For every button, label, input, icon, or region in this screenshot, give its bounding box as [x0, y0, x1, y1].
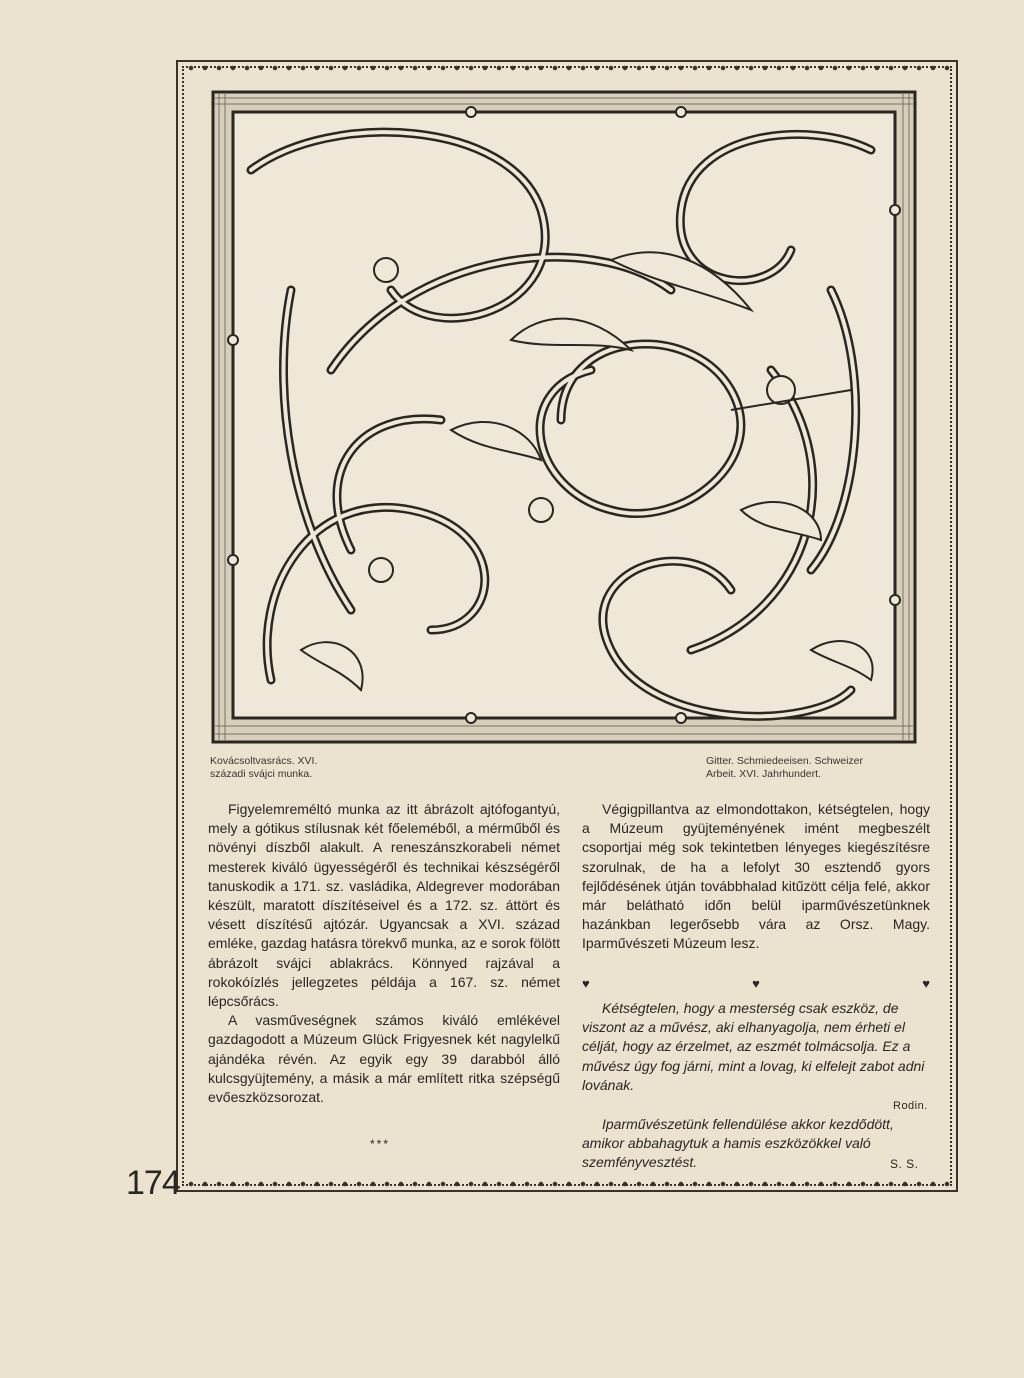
caption-left-line2: századi svájci munka. [210, 768, 313, 780]
left-paragraph-1: Figyelemreméltó munka az itt ábrázolt ajtófogantyú, mely a gótikus stílusnak két főeleméből, a mérműből és növényi díszből alakult. A reneszánszkorabeli német mesterek kiváló ügyességéről és technikai készségéről tanuskodik a 171. sz. vasládika, Aldegrever modorában készült, maratott díszítéseivel és a 172. sz. áttört és vésett díszítésű ajtózár. Ugyancsak a XVI. század emléke, gazdag hatásra törekvő munka, az e sorok fölött ábrázolt svájci ablakrács. Könnyed rajzával a rokokóízlés jellegzetes példája a 167. sz. német lépcsőrács. [208, 801, 560, 1010]
figure-caption-german [706, 755, 863, 781]
left-paragraph-2: A vasműveségnek számos kiváló emlékével gazdagodott a Múzeum Glück Frigyesnek két nagylelkű ajándéka révén. Az egyik egy 39 darabból álló kulcsgyüjtemény, a másik a már említett ritka szépségű evőeszközsorozat. [208, 1012, 560, 1106]
caption-left-line1: Kovácsoltvasrács. XVI. [210, 755, 318, 767]
heart-ornament-row [582, 976, 930, 991]
figure-caption-hungarian [210, 755, 317, 781]
rodin-quote: Kétségtelen, hogy a mesterség csak eszköz, de viszont az a művész, aki elhanyagolja, nem érheti el célját, hogy az érzelmet, az eszmét tolmácsolja. Ez a művész úgy fog járni, mint a lovag, ki elfelejt zabot adni lovának. [582, 1000, 925, 1093]
heart-ornament-2: ♥ [752, 976, 760, 991]
border-dots-top [184, 65, 950, 71]
wrought-iron-grille-illustration [211, 90, 917, 744]
page-number: 174 [126, 1164, 180, 1202]
section-separator-stars: *** [370, 1137, 391, 1151]
right-paragraph-1: Végigpillantva az elmondottakon, kétségtelen, hogy a Múzeum gyüjteményének imént megbeszélt csoportjai még sok tekintetben lényeges kiegészítésre szorulnak, de ha a lefolyt 30 esztendő gyors fejlődésének útján továbbhalad kitűzött célja felé, akkor már belátható időn belül iparművészetünknek hazánkban legerősebb vára az Orsz. Magy. Iparművészeti Múzeum lesz. [582, 801, 930, 952]
border-dots-bottom [184, 1181, 950, 1187]
caption-right-line2: Arbeit. XVI. Jahrhundert. [706, 768, 821, 780]
ss-quote-author: S. S. [890, 1157, 919, 1171]
caption-right-line1: Gitter. Schmiedeeisen. Schweizer [706, 755, 863, 767]
right-column [582, 800, 930, 954]
heart-ornament-1: ♥ [582, 976, 590, 991]
ss-quote: Iparművészetünk fellendülése akkor kezdődött, amikor abbahagytuk a hamis eszközökkel való szemfényvesztést. [582, 1116, 894, 1171]
rodin-quote-author: Rodin. [893, 1100, 928, 1112]
heart-ornament-3: ♥ [922, 976, 930, 991]
left-column [208, 800, 560, 1107]
